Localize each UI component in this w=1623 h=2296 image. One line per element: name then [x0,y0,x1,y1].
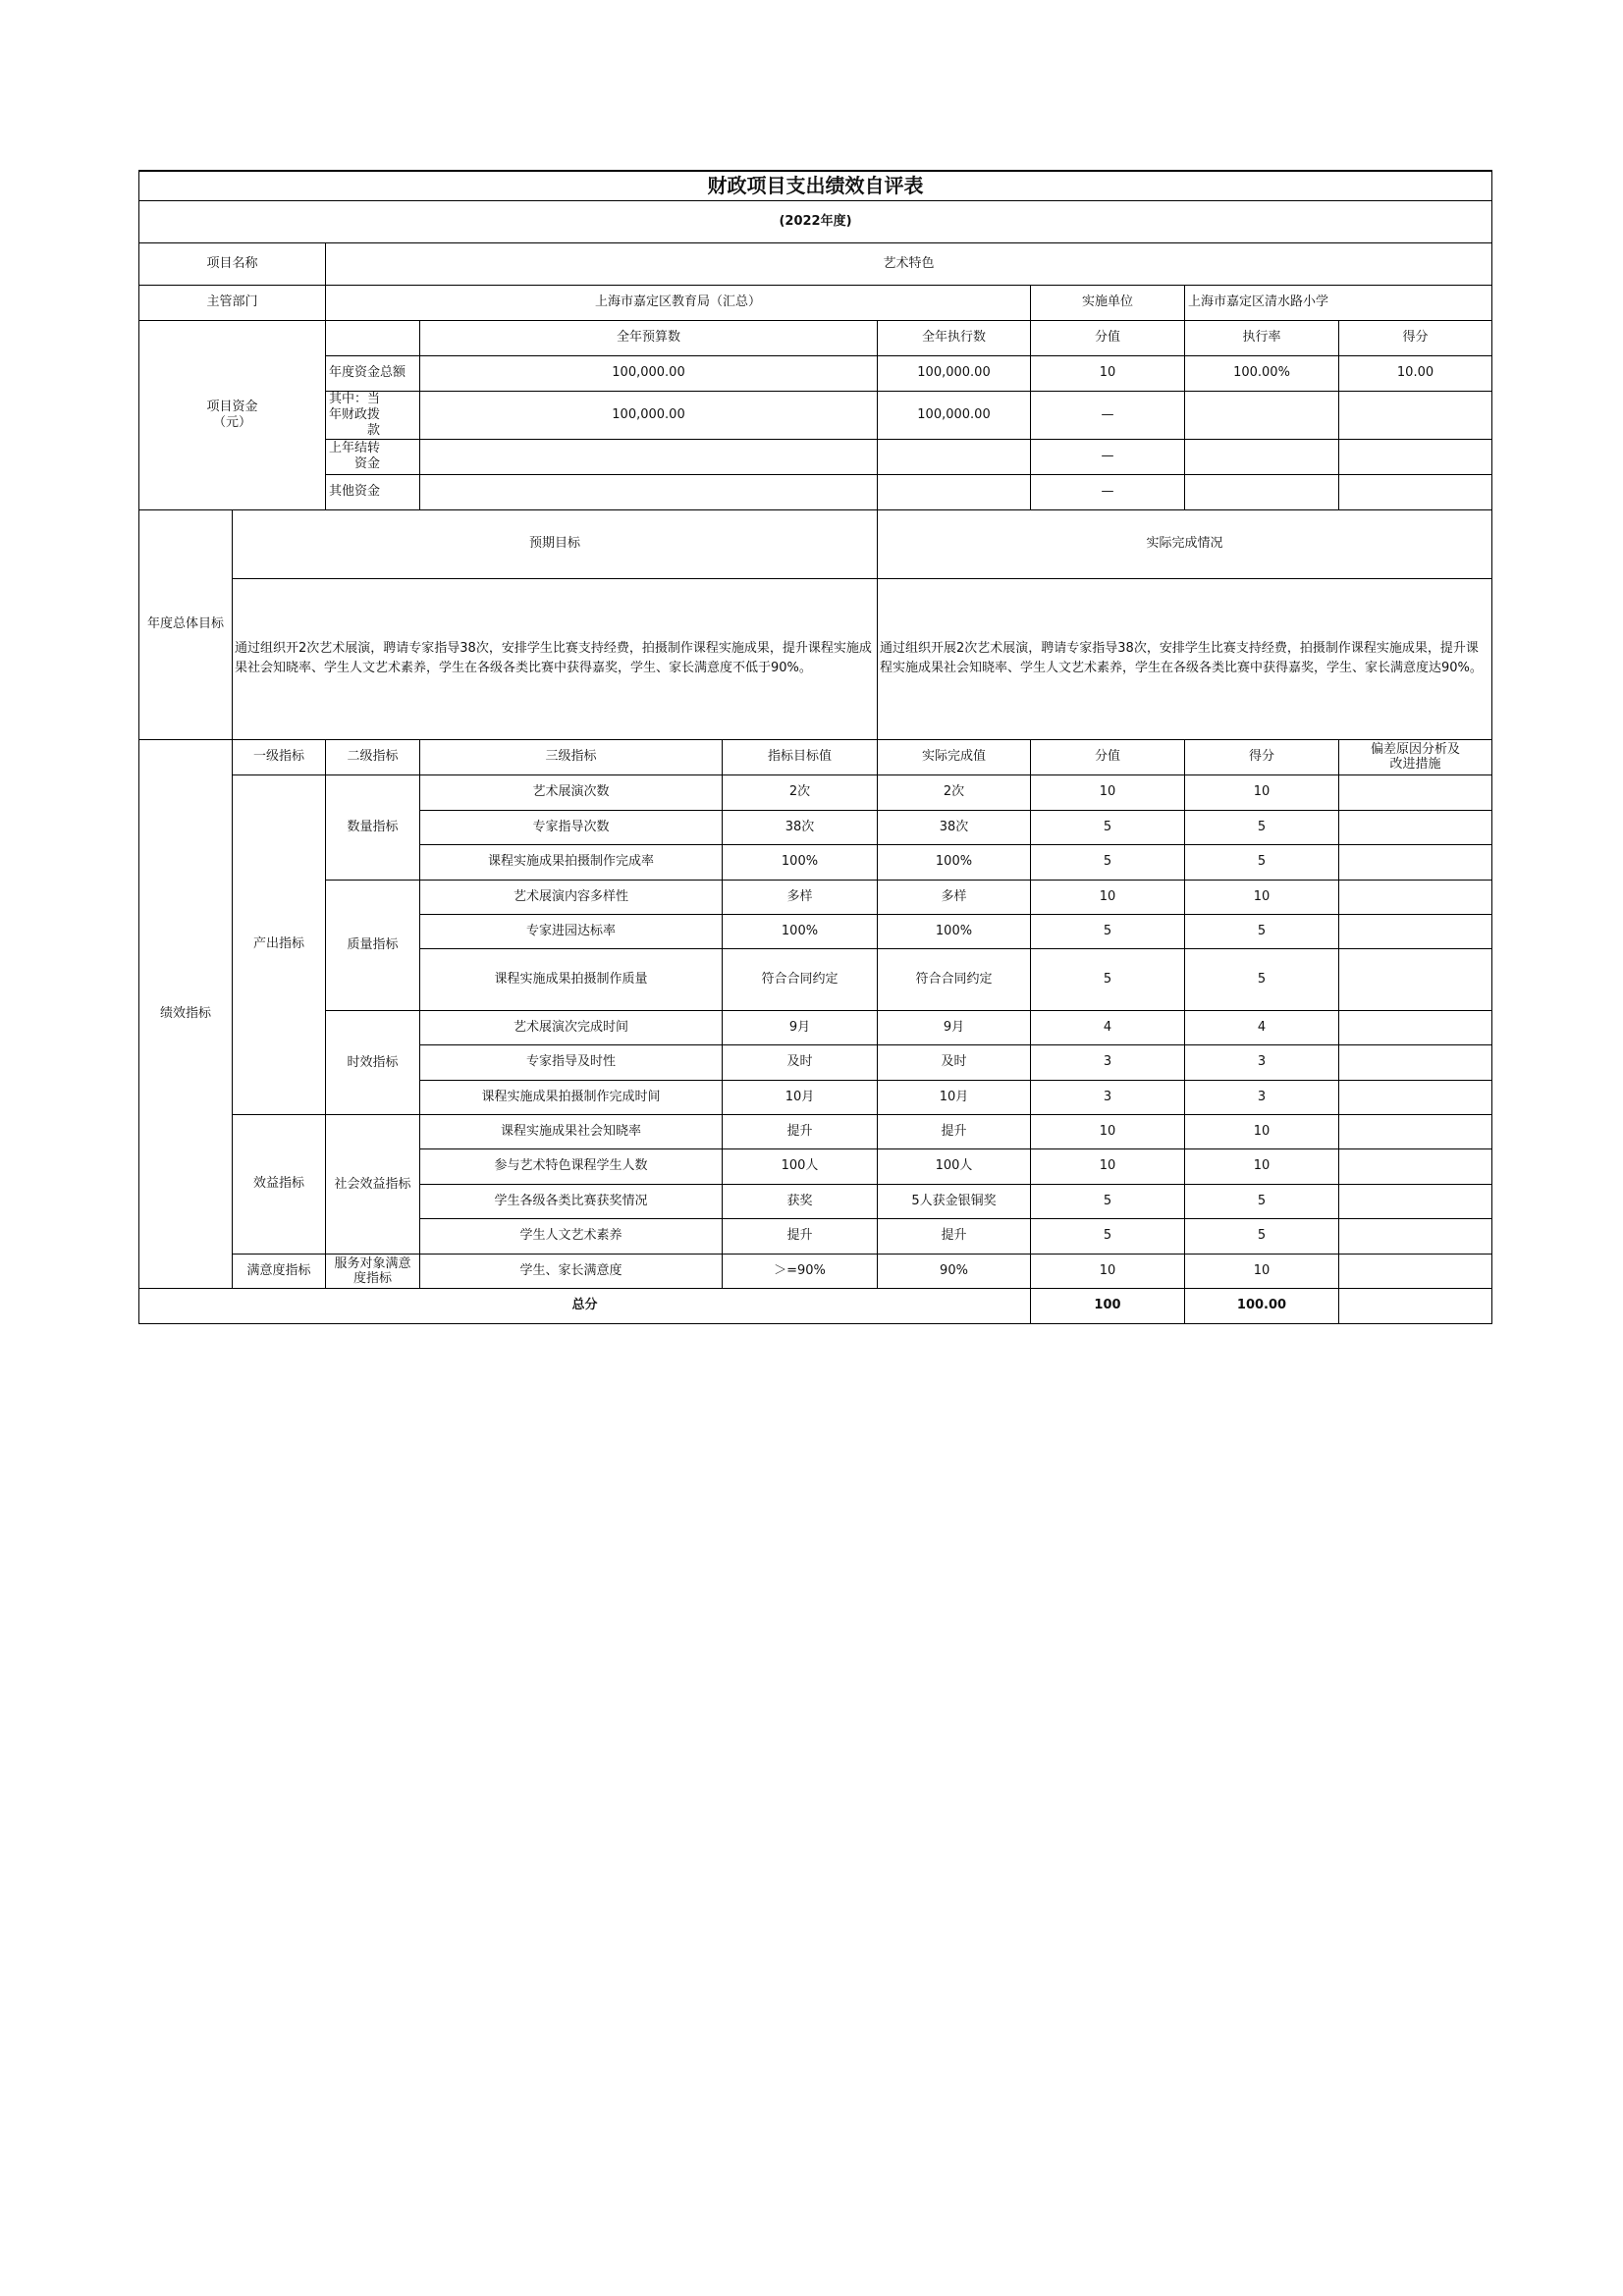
perf-remark [1339,1148,1492,1184]
total-score: 100.00 [1185,1288,1339,1323]
perf-actual: 多样 [878,880,1031,914]
perf-l3: 专家进园达标率 [420,914,723,948]
perf-remark [1339,880,1492,914]
perf-l2: 服务对象满意度指标 [326,1254,420,1288]
perf-score-value: 5 [1031,1218,1185,1254]
perf-score: 5 [1185,810,1339,844]
perf-actual: 38次 [878,810,1031,844]
perf-score: 5 [1185,1184,1339,1218]
perf-score: 10 [1185,1254,1339,1288]
funds-rate [1185,391,1339,439]
funds-score-value: — [1031,474,1185,509]
funds-header-score-value: 分值 [1031,320,1185,355]
perf-score-value: 5 [1031,914,1185,948]
funds-score [1339,439,1492,474]
funds-header-blank [326,320,420,355]
funds-rate [1185,439,1339,474]
perf-remark [1339,810,1492,844]
perf-target: 提升 [723,1218,878,1254]
perf-l3: 课程实施成果拍摄制作质量 [420,948,723,1010]
perf-header-target: 指标目标值 [723,739,878,774]
perf-header-l3: 三级指标 [420,739,723,774]
funds-label: 项目资金 （元） [139,320,326,509]
perf-score: 10 [1185,880,1339,914]
perf-actual: 2次 [878,774,1031,810]
funds-budget [420,439,878,474]
perf-score-value: 3 [1031,1044,1185,1080]
perf-remark [1339,1010,1492,1044]
perf-l2: 数量指标 [326,774,420,880]
perf-remark [1339,1218,1492,1254]
dept-label: 主管部门 [139,285,326,320]
funds-rate: 100.00% [1185,355,1339,391]
goals-expected-header: 预期目标 [233,509,878,578]
funds-header-score: 得分 [1339,320,1492,355]
perf-l3: 课程实施成果拍摄制作完成率 [420,844,723,880]
perf-remark [1339,948,1492,1010]
perf-score: 10 [1185,1148,1339,1184]
perf-actual: 9月 [878,1010,1031,1044]
perf-target: ＞=90% [723,1254,878,1288]
perf-l3: 参与艺术特色课程学生人数 [420,1148,723,1184]
goals-expected-text: 通过组织开2次艺术展演，聘请专家指导38次，安排学生比赛支持经费，拍摄制作课程实施成果，提升课程实施成果社会知晓率、学生人文艺术素养，学生在各级各类比赛中获得嘉奖，学生、家长满意度不低于90%。 [233,578,878,739]
funds-budget [420,474,878,509]
funds-exec [878,439,1031,474]
funds-header-budget: 全年预算数 [420,320,878,355]
perf-l3: 学生、家长满意度 [420,1254,723,1288]
perf-target: 9月 [723,1010,878,1044]
funds-score-value: — [1031,439,1185,474]
total-label: 总分 [139,1288,1031,1323]
unit-label: 实施单位 [1031,285,1185,320]
perf-score-value: 3 [1031,1080,1185,1114]
perf-remark [1339,1254,1492,1288]
perf-target: 多样 [723,880,878,914]
table-title: 财政项目支出绩效自评表 [139,171,1492,200]
perf-remark [1339,774,1492,810]
unit-value: 上海市嘉定区清水路小学 [1185,285,1492,320]
funds-row-name: 其他资金 [326,474,420,509]
perf-header-score: 得分 [1185,739,1339,774]
perf-score-value: 5 [1031,844,1185,880]
perf-actual: 100% [878,844,1031,880]
funds-header-exec: 全年执行数 [878,320,1031,355]
year-label: (2022年度) [139,200,1492,242]
project-name-value: 艺术特色 [326,242,1492,285]
perf-actual: 及时 [878,1044,1031,1080]
perf-target: 及时 [723,1044,878,1080]
perf-score: 10 [1185,774,1339,810]
perf-score-value: 5 [1031,948,1185,1010]
perf-remark [1339,1044,1492,1080]
perf-label: 绩效指标 [139,739,233,1288]
perf-actual: 90% [878,1254,1031,1288]
funds-exec: 100,000.00 [878,391,1031,439]
perf-target: 10月 [723,1080,878,1114]
perf-target: 2次 [723,774,878,810]
perf-remark [1339,914,1492,948]
project-name-label: 项目名称 [139,242,326,285]
perf-score: 3 [1185,1044,1339,1080]
perf-score-value: 10 [1031,880,1185,914]
goals-actual-text: 通过组织开展2次艺术展演，聘请专家指导38次，安排学生比赛支持经费，拍摄制作课程实施成果，提升课程实施成果社会知晓率、学生人文艺术素养，学生在各级各类比赛中获得嘉奖，学生、家长满意度达90%。 [878,578,1492,739]
funds-rate [1185,474,1339,509]
funds-row-name: 年度资金总额 [326,355,420,391]
perf-target: 100% [723,914,878,948]
perf-score-value: 10 [1031,1148,1185,1184]
perf-remark [1339,1080,1492,1114]
perf-header-l2: 二级指标 [326,739,420,774]
perf-score-value: 10 [1031,774,1185,810]
perf-score: 5 [1185,1218,1339,1254]
perf-l2: 质量指标 [326,880,420,1010]
perf-l1: 满意度指标 [233,1254,326,1288]
performance-self-evaluation-table [138,170,1492,1324]
perf-score: 10 [1185,1114,1339,1148]
perf-score: 5 [1185,914,1339,948]
perf-score-value: 4 [1031,1010,1185,1044]
perf-target: 100% [723,844,878,880]
funds-score: 10.00 [1339,355,1492,391]
dept-value: 上海市嘉定区教育局（汇总） [326,285,1031,320]
perf-remark [1339,1114,1492,1148]
perf-header-score-value: 分值 [1031,739,1185,774]
perf-actual: 100人 [878,1148,1031,1184]
perf-score: 3 [1185,1080,1339,1114]
perf-target: 38次 [723,810,878,844]
funds-budget: 100,000.00 [420,391,878,439]
perf-l3: 课程实施成果拍摄制作完成时间 [420,1080,723,1114]
perf-score-value: 5 [1031,1184,1185,1218]
funds-exec: 100,000.00 [878,355,1031,391]
perf-actual: 5人获金银铜奖 [878,1184,1031,1218]
total-remark [1339,1288,1492,1323]
funds-row-name: 上年结转资金 [326,439,420,474]
perf-score: 5 [1185,948,1339,1010]
perf-actual: 100% [878,914,1031,948]
perf-l3: 艺术展演内容多样性 [420,880,723,914]
perf-score-value: 10 [1031,1114,1185,1148]
perf-target: 提升 [723,1114,878,1148]
perf-score-value: 10 [1031,1254,1185,1288]
perf-l3: 学生人文艺术素养 [420,1218,723,1254]
funds-score [1339,474,1492,509]
funds-budget: 100,000.00 [420,355,878,391]
goals-label: 年度总体目标 [139,509,233,739]
perf-l3: 专家指导及时性 [420,1044,723,1080]
perf-score: 4 [1185,1010,1339,1044]
funds-header-rate: 执行率 [1185,320,1339,355]
perf-actual: 提升 [878,1218,1031,1254]
perf-l1: 产出指标 [233,774,326,1114]
perf-header-remark: 偏差原因分析及 改进措施 [1339,739,1492,774]
perf-l3: 艺术展演次数 [420,774,723,810]
perf-actual: 符合合同约定 [878,948,1031,1010]
perf-header-l1: 一级指标 [233,739,326,774]
perf-l3: 专家指导次数 [420,810,723,844]
funds-score-value: 10 [1031,355,1185,391]
funds-row-name: 其中：当年财政拨款 [326,391,420,439]
perf-target: 获奖 [723,1184,878,1218]
perf-score-value: 5 [1031,810,1185,844]
perf-target: 100人 [723,1148,878,1184]
funds-exec [878,474,1031,509]
perf-l3: 课程实施成果社会知晓率 [420,1114,723,1148]
funds-score-value: — [1031,391,1185,439]
perf-l2: 时效指标 [326,1010,420,1114]
perf-l1: 效益指标 [233,1114,326,1254]
total-score-value: 100 [1031,1288,1185,1323]
perf-actual: 提升 [878,1114,1031,1148]
perf-header-actual: 实际完成值 [878,739,1031,774]
perf-l2: 社会效益指标 [326,1114,420,1254]
perf-score: 5 [1185,844,1339,880]
perf-target: 符合合同约定 [723,948,878,1010]
perf-remark [1339,844,1492,880]
perf-l3: 艺术展演次完成时间 [420,1010,723,1044]
funds-score [1339,391,1492,439]
perf-l3: 学生各级各类比赛获奖情况 [420,1184,723,1218]
goals-actual-header: 实际完成情况 [878,509,1492,578]
perf-remark [1339,1184,1492,1218]
perf-actual: 10月 [878,1080,1031,1114]
